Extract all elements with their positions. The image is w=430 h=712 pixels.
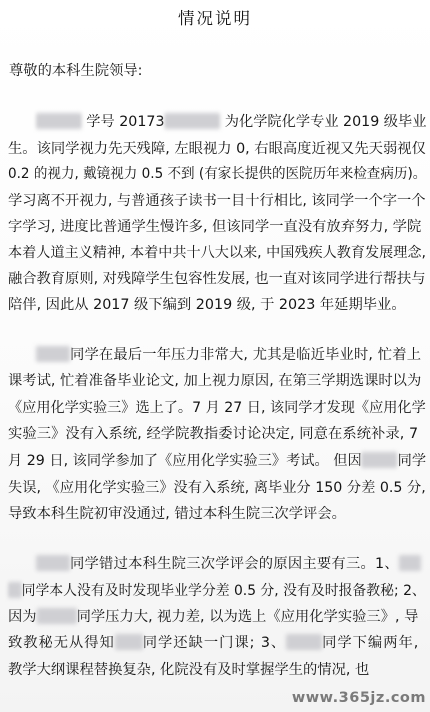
- line-text: 课考试, 忙着准备毕业论文, 加上视力原因, 在第三学期选课时以为: [8, 373, 422, 389]
- line-text: 融合教育原则, 对残障学生包容性发展, 也一直对该同学进行帮扶与: [8, 271, 426, 287]
- redacted-name: [115, 634, 143, 650]
- redacted-name: [165, 113, 221, 129]
- body-line: [8, 163, 426, 185]
- line-text: 教学大纲课程替换复杂, 化院没有及时掌握学生的情况, 也: [8, 662, 370, 678]
- line-text: 字学习, 进度比普通学生慢许多, 但该同学一直没有放弃努力, 学院: [8, 219, 422, 235]
- body-line: [8, 423, 418, 445]
- body-line: [8, 190, 426, 212]
- line-text: 本着人道主义精神, 本着中共十八大以来, 中国残疾人教育发展理念,: [8, 245, 427, 261]
- line-text: 学号 20173: [81, 114, 165, 130]
- body-line: [8, 242, 426, 264]
- body-line: [8, 268, 426, 290]
- line-text: 陪伴, 因此从 2017 级下编到 2019 级, 于 2023 年延期毕业。: [8, 297, 406, 313]
- line-text: 同学压力大, 视力差, 以为选上《应用化学实验三》, 导: [76, 609, 419, 625]
- body-line: [8, 503, 346, 525]
- line-text: 失误, 《应用化学实验三》没有入系统, 离毕业分 150 分差 0.5 分,: [8, 480, 426, 496]
- line-text: 致教秘无从得知: [8, 635, 115, 651]
- body-line: [8, 606, 418, 628]
- body-line: [36, 111, 426, 133]
- body-line: [8, 477, 426, 499]
- body-line: [9, 60, 143, 82]
- line-text: 月 29 日, 该同学参加了《应用化学实验三》考试。 但因: [8, 453, 362, 469]
- line-text: 同学错过本科生院三次学评会的原因主要有三。1、: [70, 556, 399, 572]
- line-text: 同学在最后一年压力非常大, 尤其是临近毕业时, 忙着上: [70, 347, 422, 363]
- line-text: 生。该同学视力先天残障, 左眼视力 0, 右眼高度近视又先天弱视仅: [8, 141, 426, 157]
- line-text: 同学下编两年,: [322, 635, 420, 651]
- body-line: [8, 450, 426, 472]
- line-text: 同学还缺一门课; 3、: [142, 635, 287, 651]
- line-text: 学习离不开视力, 与普通孩子读书一目十行相比, 该同学一个字一个: [8, 193, 426, 209]
- body-line: [8, 294, 406, 316]
- redacted-name: [286, 634, 322, 650]
- redacted-name: [36, 113, 82, 129]
- body-line: [8, 370, 421, 392]
- body-line: [8, 632, 419, 654]
- line-text: 同学本人没有及时发现毕业学分差 0.5 分, 没有及时报备教秘; 2、: [21, 583, 426, 599]
- body-line: [8, 397, 426, 419]
- body-line: [36, 344, 421, 366]
- redacted-name: [8, 582, 22, 598]
- line-text: 同学: [397, 453, 427, 469]
- redacted-name: [37, 608, 77, 624]
- body-line: [8, 216, 421, 238]
- line-text: 尊敬的本科生院领导:: [9, 63, 143, 79]
- line-text: 因为: [8, 609, 37, 625]
- redacted-name: [36, 346, 70, 362]
- line-text: 《应用化学实验三》选上了。7 月 27 日, 该同学才发现《应用化学: [8, 400, 426, 416]
- document-title: 情况说明: [178, 9, 252, 28]
- redacted-name: [362, 452, 398, 468]
- body-line: [8, 659, 369, 681]
- body-line: [8, 138, 426, 160]
- line-text: 导致本科生院初审没通过, 错过本科生院三次学评会。: [8, 506, 346, 522]
- line-text: 0.2 的视力, 戴镜视力 0.5 不到 (有家长提供的医院历年来检查病历)。: [8, 166, 427, 182]
- line-text: 实验三》没有入系统, 经学院教指委讨论决定, 同意在系统补录, 7: [8, 426, 419, 442]
- body-line: [36, 553, 421, 575]
- body-line: [8, 580, 426, 602]
- redacted-name: [399, 555, 421, 571]
- watermark: www.365jz.com: [291, 690, 426, 706]
- line-text: 为化学院化学专业 2019 级毕业: [220, 114, 427, 130]
- redacted-name: [36, 555, 70, 571]
